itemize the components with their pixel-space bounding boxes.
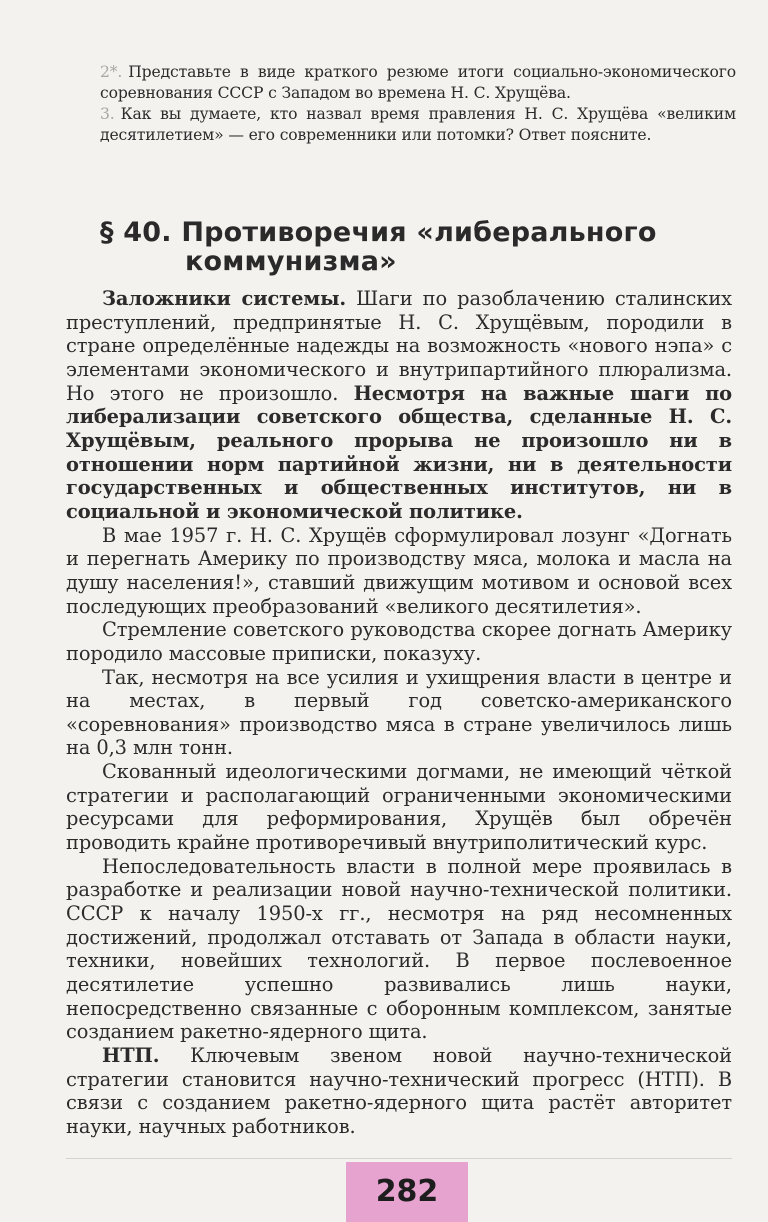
paragraph: Скованный идеологическими догмами, не имеющий чёткой стратегии и располагающий ограниченными экономическими ресурсами для реформирования, Хрущёв был обречён проводить крайне противоречивый внутриполитический курс. — [66, 760, 732, 855]
paragraph — [66, 1044, 732, 1139]
question-number: 3. — [100, 105, 115, 123]
section-title — [100, 218, 740, 276]
paragraph: Непоследовательность власти в полной мере проявилась в разработке и реализации новой научно-технической политики. СССР к началу 1950-х гг., несмотря на ряд несомненных достижений, продолжал отставать от Запада в области науки, техники, новейших технологий. В первое послевоенное десятилетие успешно развивались лишь науки, непосредственно связанные с оборонным комплексом, занятые созданием ракетно-ядерного щита. — [66, 854, 732, 1044]
section-title-line-1: § 40. Противоречия «либерального — [100, 217, 657, 248]
question-item — [100, 104, 736, 146]
page-number-badge — [346, 1162, 468, 1222]
paragraph-lead: Заложники системы. — [102, 287, 347, 310]
paragraph-text: Ключевым звеном новой научно-технической стратегии становится научно-технический прогресс (НТП). В связи с созданием ракетно-ядерного щита растёт авторитет науки, научных работников. — [66, 1044, 732, 1138]
paragraph-lead: НТП. — [102, 1044, 160, 1067]
paragraph: Так, несмотря на все усилия и ухищрения власти в центре и на местах, в первый год советско-американского «соревнования» производство мяса в стране увеличилось лишь на 0,3 млн тонн. — [66, 665, 732, 760]
review-questions — [100, 62, 736, 146]
paragraph: В мае 1957 г. Н. С. Хрущёв сформулировал лозунг «Догнать и перегнать Америку по производству мяса, молока и масла на душу населения!», ставший движущим мотивом и основой всех последующих преобразований «великого десятилетия». — [66, 523, 732, 618]
paragraph-emphasis: Несмотря на важные шаги по либерализации советского общества, сделанные Н. С. Хрущёвым, реального прорыва не произошло ни в отношении норм партийной жизни, ни в деятельности государственных и общественных институтов, ни в социальной и экономической политике. — [66, 381, 732, 523]
question-number: 2*. — [100, 63, 123, 81]
paragraph — [66, 287, 732, 524]
page-number: 282 — [375, 1174, 439, 1209]
section-title-line-2: коммунизма» — [185, 246, 397, 277]
section-body — [66, 287, 732, 1139]
question-text: Как вы думаете, кто назвал время правления Н. С. Хрущёва «великим десятилетием» — его современники или потомки? Ответ поясните. — [100, 105, 736, 144]
paragraph: Стремление советского руководства скорее догнать Америку породило массовые приписки, показуху. — [66, 618, 732, 665]
question-item — [100, 62, 736, 104]
footer-divider — [66, 1158, 732, 1159]
question-text: Представьте в виде краткого резюме итоги социально-экономического соревнования СССР с Западом во времена Н. С. Хрущёва. — [100, 63, 736, 102]
paragraph-text: Шаги по разоблачению сталинских преступлений, предпринятые Н. С. Хрущёвым, породили в стране определённые надежды на возможность «нового нэпа» с элементами экономического и внутрипартийного плюрализма. Но этого не произошло. — [66, 287, 732, 405]
